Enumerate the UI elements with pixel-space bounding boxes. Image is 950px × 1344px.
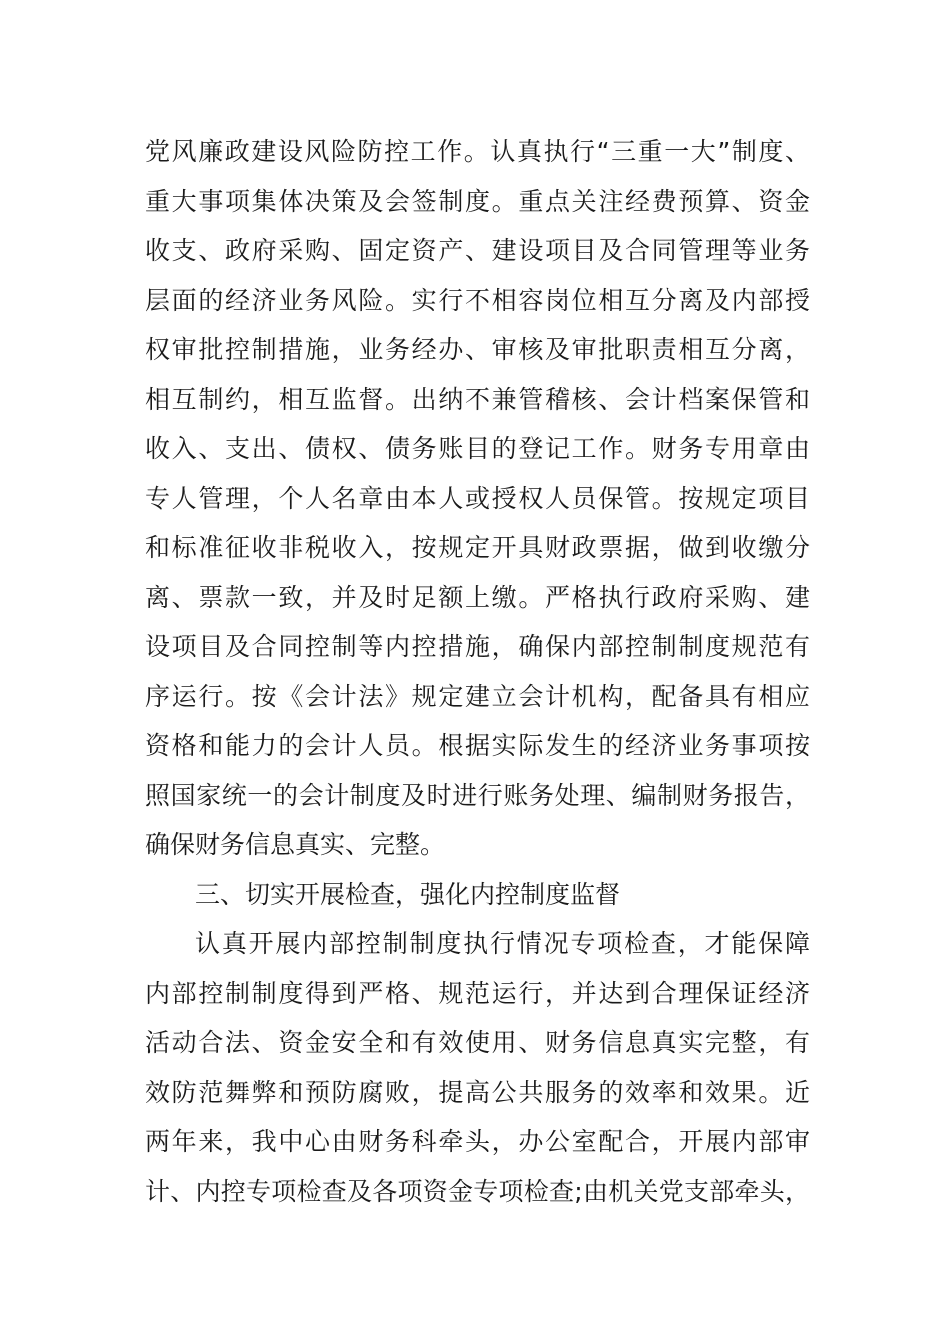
paragraph-end-line: 确保财务信息真实、完整。 [145, 830, 446, 859]
text-line: 相互制约，相互监督。出纳不兼管稽核、会计档案保管和 [145, 384, 810, 414]
text-line: 两年来，我中心由财务科牵头，办公室配合，开展内部审 [145, 1127, 810, 1156]
text-line: 内部控制制度得到严格、规范运行，并达到合理保证经济 [145, 978, 810, 1008]
text-line: 党风廉政建设风险防控工作。认真执行“三重一大”制度、 [145, 137, 810, 166]
text-line: 离、票款一致，并及时足额上缴。严格执行政府采购、建 [145, 582, 810, 612]
document-body [145, 127, 810, 1216]
text-line: 设项目及合同控制等内控措施，确保内部控制制度规范有 [145, 632, 810, 661]
section-heading: 三、切实开展检查，强化内控制度监督 [195, 879, 621, 909]
paragraph-first-line: 认真开展内部控制制度执行情况专项检查，才能保障 [195, 929, 810, 958]
text-line: 层面的经济业务风险。实行不相容岗位相互分离及内部授 [145, 285, 810, 315]
text-line: 和标准征收非税收入，按规定开具财政票据，做到收缴分 [145, 533, 810, 562]
text-line: 序运行。按《会计法》规定建立会计机构，配备具有相应 [145, 681, 810, 711]
text-line: 计、内控专项检查及各项资金专项检查;由机关党支部牵头， [145, 1176, 810, 1206]
text-line: 活动合法、资金安全和有效使用、财务信息真实完整，有 [145, 1028, 810, 1057]
text-line: 效防范舞弊和预防腐败，提高公共服务的效率和效果。近 [145, 1077, 810, 1107]
text-line: 收支、政府采购、固定资产、建设项目及合同管理等业务 [145, 236, 810, 265]
text-line: 资格和能力的会计人员。根据实际发生的经济业务事项按 [145, 731, 810, 760]
text-line: 专人管理，个人名章由本人或授权人员保管。按规定项目 [145, 483, 810, 513]
text-line: 照国家统一的会计制度及时进行账务处理、编制财务报告， [145, 780, 810, 810]
text-line: 收入、支出、债权、债务账目的登记工作。财务专用章由 [145, 434, 810, 463]
text-line: 重大事项集体决策及会签制度。重点关注经费预算、资金 [145, 186, 810, 216]
text-line: 权审批控制措施，业务经办、审核及审批职责相互分离， [145, 335, 810, 364]
